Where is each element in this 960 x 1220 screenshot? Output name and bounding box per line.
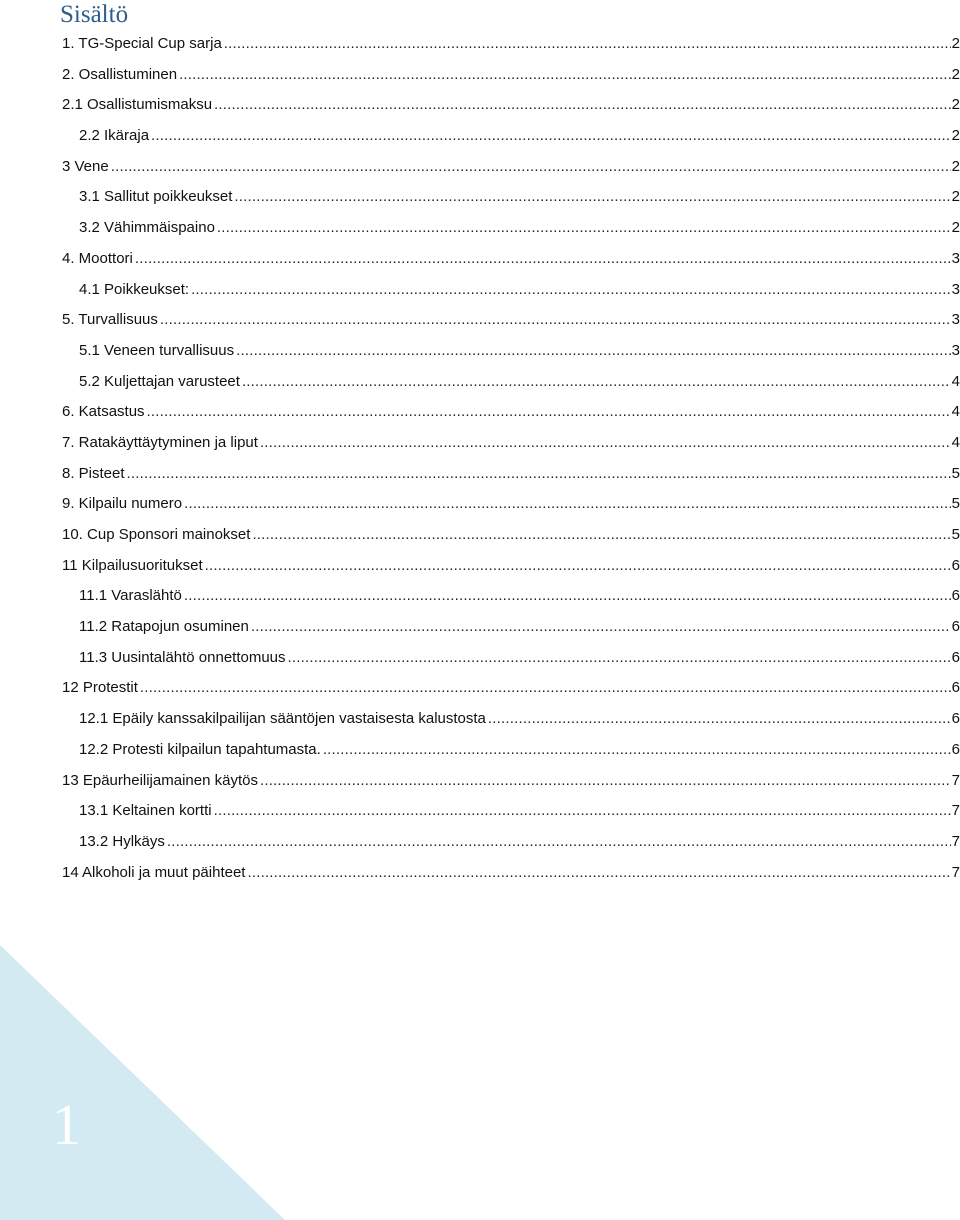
toc-entry-label: 9. Kilpailu numero — [62, 495, 183, 513]
toc-entry[interactable] — [62, 182, 960, 213]
toc-entry-label: 10. Cup Sponsori mainokset — [62, 526, 251, 543]
toc-entry[interactable] — [62, 29, 960, 60]
toc-entry-page: 2 — [951, 65, 960, 83]
toc-entry-page: 3 — [951, 280, 960, 298]
toc-entry[interactable] — [62, 244, 960, 275]
toc-dot-leader — [127, 459, 951, 490]
toc-entry[interactable] — [62, 275, 960, 306]
toc-entry[interactable] — [62, 704, 960, 735]
toc-entry-label: 12 Protestit — [62, 679, 138, 697]
toc-dot-leader — [179, 60, 951, 91]
toc-entry-page: 3 — [951, 249, 960, 267]
toc-entry-label: 5.1 Veneen turvallisuus — [79, 341, 235, 359]
toc-entry[interactable] — [62, 60, 960, 91]
toc-entry-page: 4 — [951, 433, 960, 451]
toc-entry[interactable] — [62, 121, 960, 152]
toc-entry[interactable] — [62, 673, 960, 704]
toc-entry[interactable] — [62, 336, 960, 367]
toc-entry[interactable] — [62, 305, 960, 336]
page-number: 1 — [52, 1092, 81, 1157]
toc-entry-label: 5. Turvallisuus — [62, 311, 158, 329]
toc-entry-page: 6 — [951, 648, 960, 666]
toc-entry-page: 3 — [951, 311, 960, 329]
toc-entry-label: 13.1 Keltainen kortti — [79, 802, 212, 820]
toc-dot-leader — [111, 152, 951, 183]
toc-entry[interactable] — [62, 397, 960, 428]
toc-entry-label: 3 Vene — [62, 157, 109, 175]
toc-dot-leader — [236, 336, 951, 367]
toc-dot-leader — [214, 796, 951, 827]
toc-entry-page: 6 — [951, 618, 960, 636]
toc-dot-leader — [260, 766, 951, 797]
toc-dot-leader — [488, 704, 951, 735]
toc-entry-page: 6 — [951, 679, 960, 697]
toc-entry-page: 2 — [951, 127, 960, 145]
toc-dot-leader — [217, 213, 951, 244]
toc-entry-label: 12.2 Protesti kilpailun tapahtumasta. — [79, 740, 321, 758]
toc-entry[interactable] — [62, 735, 960, 766]
toc-dot-leader — [147, 397, 951, 428]
toc-entry-label: 4.1 Poikkeukset: — [79, 280, 190, 298]
toc-entry[interactable] — [62, 766, 960, 797]
toc-title: Sisältö — [60, 1, 129, 28]
toc-dot-leader — [260, 428, 951, 459]
toc-entry-page: 2 — [951, 96, 960, 114]
toc-entry-label: 3.2 Vähimmäispaino — [79, 219, 215, 237]
toc-entry-page: 7 — [951, 863, 960, 881]
toc-entry-page: 4 — [951, 372, 960, 390]
toc-entry-page: 6 — [951, 587, 960, 605]
toc-entry-page: 7 — [951, 771, 960, 789]
toc-entry[interactable] — [62, 213, 960, 244]
toc-entry-label: 11.2 Ratapojun osuminen — [79, 618, 249, 636]
toc-entry-page: 5 — [951, 526, 960, 543]
toc-entry-page: 2 — [951, 157, 960, 175]
toc-entry-page: 2 — [951, 188, 960, 206]
toc-dot-leader — [214, 90, 951, 121]
toc-entry[interactable] — [62, 643, 960, 674]
toc-entry[interactable] — [62, 796, 960, 827]
toc-dot-leader — [167, 827, 951, 858]
toc-entry-label: 12.1 Epäily kanssakilpailijan sääntöjen vastaisesta kalustosta — [79, 710, 486, 728]
toc-entry-page: 7 — [951, 832, 960, 850]
toc-entry[interactable] — [62, 367, 960, 398]
toc-entry-label: 14 Alkoholi ja muut päihteet — [62, 863, 246, 881]
toc-dot-leader — [242, 367, 951, 398]
toc-dot-leader — [184, 581, 951, 612]
toc-dot-leader — [205, 551, 951, 582]
toc-entry-label: 2.1 Osallistumismaksu — [62, 96, 213, 114]
table-of-contents — [62, 29, 960, 888]
toc-entry[interactable] — [62, 428, 960, 459]
toc-dot-leader — [135, 244, 951, 275]
toc-entry[interactable] — [62, 489, 960, 520]
corner-decoration — [0, 945, 285, 1220]
corner-triangle — [0, 945, 285, 1220]
toc-entry[interactable] — [62, 459, 960, 490]
toc-dot-leader — [151, 121, 951, 152]
toc-entry-label: 8. Pisteet — [62, 464, 125, 482]
toc-entry[interactable] — [62, 90, 960, 121]
toc-entry-label: 2.2 Ikäraja — [79, 127, 150, 145]
toc-dot-leader — [288, 643, 951, 674]
toc-entry[interactable] — [62, 152, 960, 183]
toc-entry-label: 13.2 Hylkäys — [79, 832, 165, 850]
toc-entry[interactable] — [62, 827, 960, 858]
toc-entry[interactable] — [62, 581, 960, 612]
toc-entry-label: 6. Katsastus — [62, 403, 145, 421]
toc-entry-page: 6 — [951, 740, 960, 758]
toc-entry[interactable] — [62, 551, 960, 582]
toc-entry-page: 7 — [951, 802, 960, 820]
toc-entry-label: 11.1 Varaslähtö — [79, 587, 182, 605]
toc-entry-page: 4 — [951, 403, 960, 421]
toc-entry-page: 6 — [951, 710, 960, 728]
toc-entry-label: 7. Ratakäyttäytyminen ja liput — [62, 433, 258, 451]
toc-entry-label: 5.2 Kuljettajan varusteet — [79, 372, 240, 390]
toc-dot-leader — [224, 29, 951, 60]
toc-entry-label: 2. Osallistuminen — [62, 65, 178, 83]
toc-entry-page: 6 — [951, 556, 960, 574]
toc-dot-leader — [251, 612, 951, 643]
toc-dot-leader — [234, 182, 950, 213]
toc-entry-page: 5 — [951, 464, 960, 482]
toc-entry-label: 3.1 Sallitut poikkeukset — [79, 188, 233, 206]
toc-dot-leader — [252, 520, 950, 551]
toc-entry[interactable] — [62, 858, 960, 889]
toc-dot-leader — [247, 858, 950, 889]
toc-entry-label: 4. Moottori — [62, 249, 133, 267]
toc-entry-page: 3 — [951, 341, 960, 359]
toc-dot-leader — [191, 275, 951, 306]
toc-entry-label: 13 Epäurheilijamainen käytös — [62, 771, 258, 789]
toc-dot-leader — [323, 735, 951, 766]
toc-entry[interactable] — [62, 520, 960, 551]
toc-dot-leader — [140, 673, 951, 704]
toc-entry[interactable] — [62, 612, 960, 643]
toc-entry-page: 5 — [951, 495, 960, 513]
toc-entry-page: 2 — [951, 35, 960, 52]
toc-entry-label: 1. TG-Special Cup sarja — [62, 35, 222, 52]
toc-entry-page: 2 — [951, 219, 960, 237]
toc-entry-label: 11 Kilpailusuoritukset — [62, 556, 203, 574]
toc-entry-label: 11.3 Uusintalähtö onnettomuus — [79, 648, 286, 666]
toc-dot-leader — [184, 489, 951, 520]
toc-dot-leader — [160, 305, 951, 336]
